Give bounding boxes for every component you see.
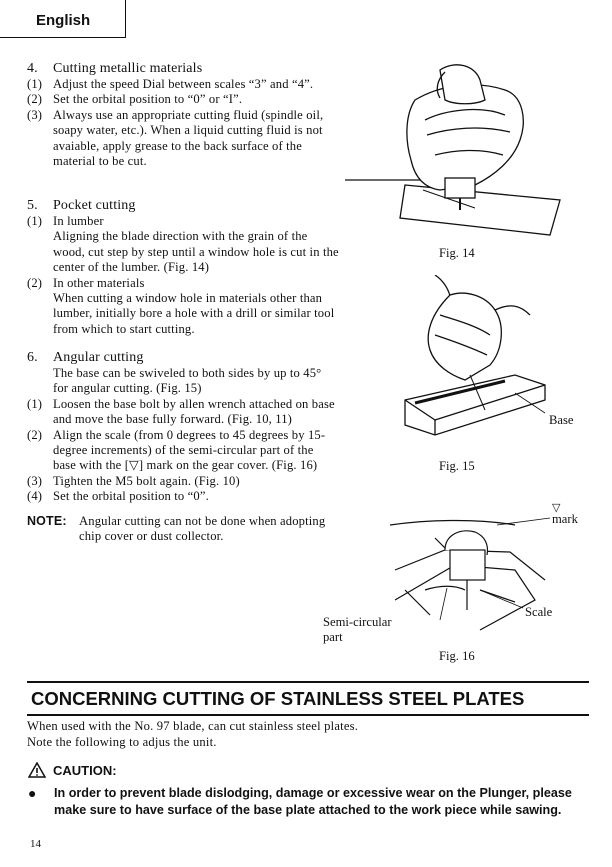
- section-title: 5. Pocket cutting: [27, 198, 136, 213]
- fig16-mark-symbol: ▽: [552, 502, 561, 514]
- note: [27, 514, 339, 545]
- fig16-label-part: part: [323, 630, 343, 644]
- list-item: (2) Align the scale (from 0 degrees to 45 degrees by 15-degree increments) of the semi-circular part of the base with the [▽] mark on the gear cover. (Fig. 16): [27, 427, 326, 473]
- fig16-label-mark: mark: [552, 512, 578, 526]
- section-cutting-metallic: [27, 60, 339, 169]
- list-item-detail: Aligning the blade direction with the grain of the wood, cut step by step until a window hole is cut in the center of the lumber. (Fig. 14): [53, 229, 339, 275]
- list-item: (4) Set the orbital position to “0”.: [27, 489, 209, 504]
- section-title: 6. Angular cutting: [27, 350, 144, 365]
- list-item-detail: When cutting a window hole in materials other than lumber, initially bore a hole with a drill or similar tool from which to start cutting.: [53, 291, 335, 336]
- list-item: (2) In other materials: [27, 275, 145, 290]
- section-title: 4. Cutting metallic materials: [27, 61, 203, 76]
- fig15-jigsaw-angled-illustration: [395, 275, 555, 455]
- stainless-intro: When used with the No. 97 blade, can cut stainless steel plates. Note the following to adjus the unit.: [27, 719, 359, 749]
- list-item: (1) Loosen the base bolt by allen wrench attached on base and move the base fully forward. (Fig. 10, 11): [27, 396, 335, 427]
- list-item: (3) Tighten the M5 bolt again. (Fig. 10): [27, 473, 240, 488]
- note-text: Angular cutting can not be done when adopting chip cover or dust collector.: [79, 513, 326, 544]
- page-number: 14: [30, 838, 41, 850]
- list-item: (1) In lumber: [27, 214, 104, 228]
- warning-triangle-icon: [28, 762, 46, 778]
- caution: [28, 762, 117, 778]
- caution-label: CAUTION:: [53, 762, 117, 778]
- list-item: (3) Always use an appropriate cutting fluid (spindle oil, soapy water, etc.). When a liquid cutting fluid is not avaiable, apply grease to the back surface of the material to be cut.: [27, 107, 324, 169]
- fig15-caption: Fig. 15: [439, 459, 475, 473]
- section-intro: The base can be swiveled to both sides by up to 45° for angular cutting. (Fig. 15): [53, 366, 322, 396]
- fig14-jigsaw-illustration: [345, 60, 575, 240]
- fig16-caption: Fig. 16: [439, 649, 475, 663]
- fig15-label-base: Base: [549, 413, 574, 427]
- list-item: (1) Adjust the speed Dial between scales “3” and “4”.: [27, 77, 314, 91]
- note-label: NOTE:: [27, 513, 67, 528]
- section-pocket-cutting: [27, 197, 339, 337]
- fig16-label-scale: Scale: [525, 605, 553, 619]
- language-tab: English: [0, 0, 126, 38]
- section-heading-stainless: CONCERNING CUTTING OF STAINLESS STEEL PLATES: [27, 681, 589, 716]
- list-item: (2) Set the orbital position to “0” or “I”.: [27, 92, 243, 107]
- caution-bullet: ● In order to prevent blade dislodging, damage or excessive wear on the Plunger, please make sure to have surface of the base plate attached to the work piece while sawing.: [28, 785, 572, 817]
- fig16-label-semi-circular: Semi-circular: [323, 615, 392, 629]
- section-angular-cutting: [27, 349, 339, 544]
- bullet-icon: ●: [28, 785, 37, 801]
- fig14-caption: Fig. 14: [439, 246, 475, 260]
